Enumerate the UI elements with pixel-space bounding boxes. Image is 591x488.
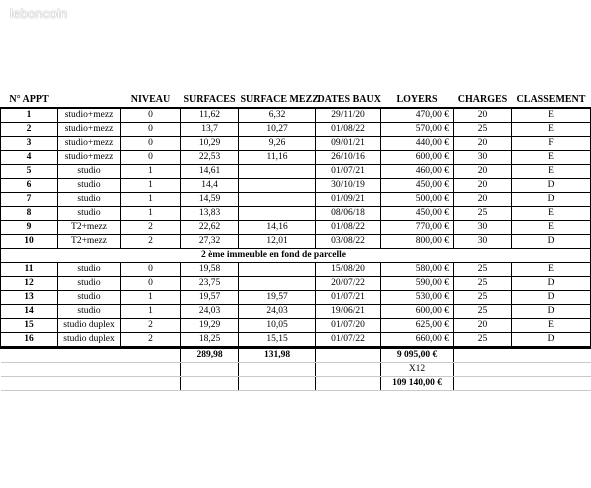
cell-loyer: 460,00 €	[381, 165, 454, 179]
cell-niveau: 1	[121, 193, 181, 207]
rent-table	[0, 92, 591, 391]
cell-date: 09/01/21	[316, 137, 381, 151]
cell-surface: 13,83	[181, 207, 239, 221]
totals-cell	[58, 377, 121, 391]
cell-loyer: 530,00 €	[381, 291, 454, 305]
cell-type: studio	[58, 305, 121, 319]
cell-n: 10	[1, 235, 58, 249]
cell-classe: D	[512, 333, 591, 348]
cell-loyer: 450,00 €	[381, 179, 454, 193]
table-row	[1, 277, 591, 291]
cell-charges: 20	[454, 108, 512, 123]
cell-n: 12	[1, 277, 58, 291]
table-row	[1, 123, 591, 137]
table-row	[1, 207, 591, 221]
cell-n: 16	[1, 333, 58, 348]
leboncoin-watermark: leboncoin	[10, 6, 68, 21]
section-subheader: 2 ème immeuble en fond de parcelle	[1, 249, 591, 263]
totals-cell	[58, 348, 121, 363]
header-loyers: LOYERS	[381, 92, 454, 108]
cell-type: studio duplex	[58, 319, 121, 333]
table-row	[1, 151, 591, 165]
cell-niveau: 2	[121, 235, 181, 249]
cell-niveau: 1	[121, 179, 181, 193]
totals-cell	[121, 377, 181, 391]
cell-classe: D	[512, 235, 591, 249]
cell-surface: 11,62	[181, 108, 239, 123]
cell-mezz: 15,15	[239, 333, 316, 348]
cell-loyer: 470,00 €	[381, 108, 454, 123]
cell-charges: 25	[454, 305, 512, 319]
cell-loyer: 800,00 €	[381, 235, 454, 249]
total-multiplier: X12	[381, 363, 454, 377]
cell-niveau: 1	[121, 291, 181, 305]
cell-surface: 22,53	[181, 151, 239, 165]
totals-cell	[121, 348, 181, 363]
totals-cell	[181, 377, 239, 391]
header-row	[1, 92, 591, 108]
totals-cell	[1, 363, 58, 377]
table-row	[1, 108, 591, 123]
cell-charges: 25	[454, 123, 512, 137]
cell-type: studio	[58, 263, 121, 277]
cell-charges: 30	[454, 235, 512, 249]
cell-charges: 20	[454, 319, 512, 333]
cell-niveau: 2	[121, 333, 181, 348]
header-surfaces: SURFACES	[181, 92, 239, 108]
total-surface_total: 289,98	[181, 348, 239, 363]
total-loyer_total: 9 095,00 €	[381, 348, 454, 363]
cell-type: studio duplex	[58, 333, 121, 348]
totals-cell	[512, 377, 591, 391]
cell-type: studio	[58, 193, 121, 207]
totals-cell	[512, 363, 591, 377]
cell-mezz: 10,05	[239, 319, 316, 333]
totals-cell	[121, 363, 181, 377]
cell-n: 15	[1, 319, 58, 333]
cell-type: T2+mezz	[58, 235, 121, 249]
cell-mezz: 14,16	[239, 221, 316, 235]
table-row	[1, 193, 591, 207]
table-row	[1, 319, 591, 333]
cell-surface: 19,29	[181, 319, 239, 333]
cell-mezz: 12,01	[239, 235, 316, 249]
cell-mezz: 9,26	[239, 137, 316, 151]
totals-cell	[1, 348, 58, 363]
cell-type: T2+mezz	[58, 221, 121, 235]
cell-date: 01/07/21	[316, 291, 381, 305]
cell-charges: 30	[454, 151, 512, 165]
cell-loyer: 600,00 €	[381, 305, 454, 319]
cell-niveau: 0	[121, 263, 181, 277]
cell-date: 01/08/22	[316, 221, 381, 235]
totals-row	[1, 348, 591, 363]
cell-n: 7	[1, 193, 58, 207]
totals-cell	[316, 377, 381, 391]
cell-classe: D	[512, 291, 591, 305]
cell-n: 4	[1, 151, 58, 165]
cell-type: studio+mezz	[58, 151, 121, 165]
cell-surface: 23,75	[181, 277, 239, 291]
cell-surface: 14,61	[181, 165, 239, 179]
header-dates-baux: DATES BAUX	[316, 92, 381, 108]
cell-n: 3	[1, 137, 58, 151]
totals-cell	[239, 377, 316, 391]
cell-niveau: 2	[121, 221, 181, 235]
cell-surface: 14,4	[181, 179, 239, 193]
totals-cell	[181, 363, 239, 377]
cell-n: 2	[1, 123, 58, 137]
table-row	[1, 165, 591, 179]
table-row	[1, 179, 591, 193]
cell-mezz	[239, 193, 316, 207]
cell-charges: 25	[454, 207, 512, 221]
cell-niveau: 1	[121, 165, 181, 179]
table-row	[1, 221, 591, 235]
cell-surface: 27,32	[181, 235, 239, 249]
cell-classe: D	[512, 277, 591, 291]
totals-cell	[454, 377, 512, 391]
cell-classe: E	[512, 123, 591, 137]
cell-date: 03/08/22	[316, 235, 381, 249]
cell-surface: 19,57	[181, 291, 239, 305]
cell-classe: E	[512, 263, 591, 277]
table-row	[1, 137, 591, 151]
cell-charges: 30	[454, 221, 512, 235]
cell-date: 08/06/18	[316, 207, 381, 221]
cell-date: 01/08/22	[316, 123, 381, 137]
cell-charges: 25	[454, 277, 512, 291]
table-row	[1, 235, 591, 249]
cell-type: studio	[58, 291, 121, 305]
cell-date: 15/08/20	[316, 263, 381, 277]
cell-date: 01/07/21	[316, 165, 381, 179]
header-charges: CHARGES	[454, 92, 512, 108]
totals-cell	[454, 363, 512, 377]
cell-mezz	[239, 263, 316, 277]
cell-loyer: 570,00 €	[381, 123, 454, 137]
cell-classe: E	[512, 165, 591, 179]
cell-charges: 25	[454, 333, 512, 348]
header-type	[58, 92, 121, 108]
cell-date: 30/10/19	[316, 179, 381, 193]
cell-date: 01/07/22	[316, 333, 381, 348]
cell-loyer: 450,00 €	[381, 207, 454, 221]
total-annual: 109 140,00 €	[381, 377, 454, 391]
cell-date: 26/10/16	[316, 151, 381, 165]
cell-surface: 13,7	[181, 123, 239, 137]
cell-classe: E	[512, 108, 591, 123]
totals-cell	[316, 348, 381, 363]
cell-mezz: 19,57	[239, 291, 316, 305]
cell-n: 11	[1, 263, 58, 277]
totals-cell	[58, 363, 121, 377]
cell-loyer: 770,00 €	[381, 221, 454, 235]
cell-mezz: 24,03	[239, 305, 316, 319]
cell-charges: 20	[454, 193, 512, 207]
cell-date: 29/11/20	[316, 108, 381, 123]
totals-row	[1, 363, 591, 377]
section-subheader-row	[1, 249, 591, 263]
cell-niveau: 0	[121, 151, 181, 165]
cell-loyer: 590,00 €	[381, 277, 454, 291]
table-row	[1, 305, 591, 319]
cell-loyer: 600,00 €	[381, 151, 454, 165]
totals-cell	[454, 348, 512, 363]
cell-niveau: 1	[121, 305, 181, 319]
cell-niveau: 2	[121, 319, 181, 333]
cell-loyer: 625,00 €	[381, 319, 454, 333]
cell-n: 9	[1, 221, 58, 235]
cell-mezz: 11,16	[239, 151, 316, 165]
cell-n: 5	[1, 165, 58, 179]
header-n-appt: N° APPT	[1, 92, 58, 108]
cell-charges: 25	[454, 291, 512, 305]
cell-mezz: 10,27	[239, 123, 316, 137]
cell-niveau: 0	[121, 277, 181, 291]
cell-type: studio	[58, 165, 121, 179]
cell-charges: 20	[454, 179, 512, 193]
cell-classe: F	[512, 137, 591, 151]
cell-loyer: 440,00 €	[381, 137, 454, 151]
totals-cell	[1, 377, 58, 391]
cell-classe: E	[512, 221, 591, 235]
cell-niveau: 0	[121, 123, 181, 137]
cell-mezz	[239, 277, 316, 291]
cell-mezz: 6,32	[239, 108, 316, 123]
cell-n: 14	[1, 305, 58, 319]
cell-loyer: 500,00 €	[381, 193, 454, 207]
cell-niveau: 1	[121, 207, 181, 221]
cell-type: studio+mezz	[58, 108, 121, 123]
cell-type: studio	[58, 179, 121, 193]
cell-niveau: 0	[121, 108, 181, 123]
cell-date: 01/07/20	[316, 319, 381, 333]
cell-n: 13	[1, 291, 58, 305]
cell-surface: 10,29	[181, 137, 239, 151]
cell-surface: 19,58	[181, 263, 239, 277]
cell-classe: D	[512, 179, 591, 193]
cell-type: studio+mezz	[58, 123, 121, 137]
cell-classe: E	[512, 207, 591, 221]
cell-date: 20/07/22	[316, 277, 381, 291]
cell-date: 01/09/21	[316, 193, 381, 207]
cell-type: studio+mezz	[58, 137, 121, 151]
totals-row	[1, 377, 591, 391]
cell-type: studio	[58, 207, 121, 221]
cell-charges: 20	[454, 165, 512, 179]
cell-classe: D	[512, 193, 591, 207]
cell-classe: E	[512, 151, 591, 165]
cell-loyer: 660,00 €	[381, 333, 454, 348]
cell-date: 19/06/21	[316, 305, 381, 319]
cell-n: 8	[1, 207, 58, 221]
cell-surface: 24,03	[181, 305, 239, 319]
header-niveau: NIVEAU	[121, 92, 181, 108]
header-surface-mezz: SURFACE MEZZ	[239, 92, 316, 108]
cell-n: 6	[1, 179, 58, 193]
table-row	[1, 291, 591, 305]
cell-surface: 14,59	[181, 193, 239, 207]
cell-classe: E	[512, 319, 591, 333]
cell-loyer: 580,00 €	[381, 263, 454, 277]
cell-surface: 22,62	[181, 221, 239, 235]
header-classement: CLASSEMENT	[512, 92, 591, 108]
cell-niveau: 0	[121, 137, 181, 151]
total-mezz_total: 131,98	[239, 348, 316, 363]
totals-cell	[239, 363, 316, 377]
totals-cell	[512, 348, 591, 363]
cell-charges: 20	[454, 137, 512, 151]
totals-cell	[316, 363, 381, 377]
cell-charges: 25	[454, 263, 512, 277]
cell-classe: D	[512, 305, 591, 319]
cell-mezz	[239, 179, 316, 193]
cell-mezz	[239, 207, 316, 221]
table-row	[1, 333, 591, 348]
table-row	[1, 263, 591, 277]
cell-surface: 18,25	[181, 333, 239, 348]
cell-n: 1	[1, 108, 58, 123]
cell-type: studio	[58, 277, 121, 291]
cell-mezz	[239, 165, 316, 179]
